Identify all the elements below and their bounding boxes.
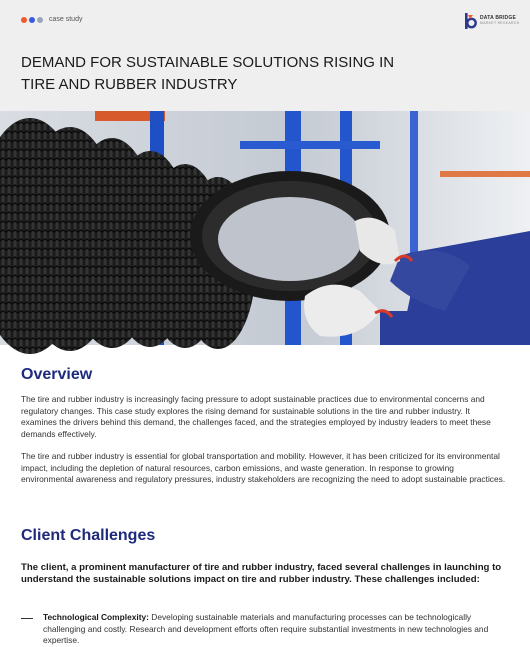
challenges-lead: The client, a prominent manufacturer of tire and rubber industry, faced several challenges in launching to understand the sustainable solutions impact on tire and rubber industry. These challenges included: <box>21 562 502 585</box>
logo-icon <box>464 13 477 29</box>
tag-dot-grey <box>37 17 43 23</box>
company-logo[interactable] <box>464 13 519 29</box>
challenge-item-text <box>43 612 511 647</box>
tag-dot-orange <box>21 17 27 23</box>
challenge-item <box>21 612 511 647</box>
logo-wordmark <box>480 16 519 26</box>
tag-dot-blue <box>29 17 35 23</box>
challenge-item-body: Developing sustainable materials and manufacturing processes can be technologically challenging and costly. Research and development efforts often require substantial investments in new technologies and expertise. <box>43 612 489 646</box>
overview-heading: Overview <box>21 366 93 383</box>
client-challenges-heading: Client Challenges <box>21 527 156 544</box>
header-band <box>0 0 530 111</box>
overview-paragraph-1: The tire and rubber industry is increasingly facing pressure to adopt sustainable practices due to environmental concerns and regulatory changes. This case study explores the rising demand for sustainable solutions in the tire and rubber industry. It examines the drivers behind this demand, the challenges faced, and the strategies employed by industry leaders to meet these demands effectively. <box>21 394 491 439</box>
challenge-item-title: Technological Complexity: <box>43 612 149 622</box>
tag-label: case study <box>49 16 83 23</box>
logo-line-2: MARKET RESEARCH <box>480 21 520 25</box>
case-study-tag <box>21 16 82 23</box>
hero-tire-image <box>0 111 530 345</box>
bullet-dash <box>21 618 33 619</box>
page-title: DEMAND FOR SUSTAINABLE SOLUTIONS RISING IN TIRE AND RUBBER INDUSTRY <box>21 54 395 93</box>
logo-line-1: DATA BRIDGE <box>480 15 516 21</box>
overview-paragraph-2: The tire and rubber industry is essential for global transportation and mobility. However, it has been criticized for its environmental impact, including the depletion of natural resources, carbon emissions, and waste generation. In response to growing environmental awareness and regulatory pressures, industry stakeholders are recognizing the need to adopt sustainable practices. <box>21 451 506 485</box>
